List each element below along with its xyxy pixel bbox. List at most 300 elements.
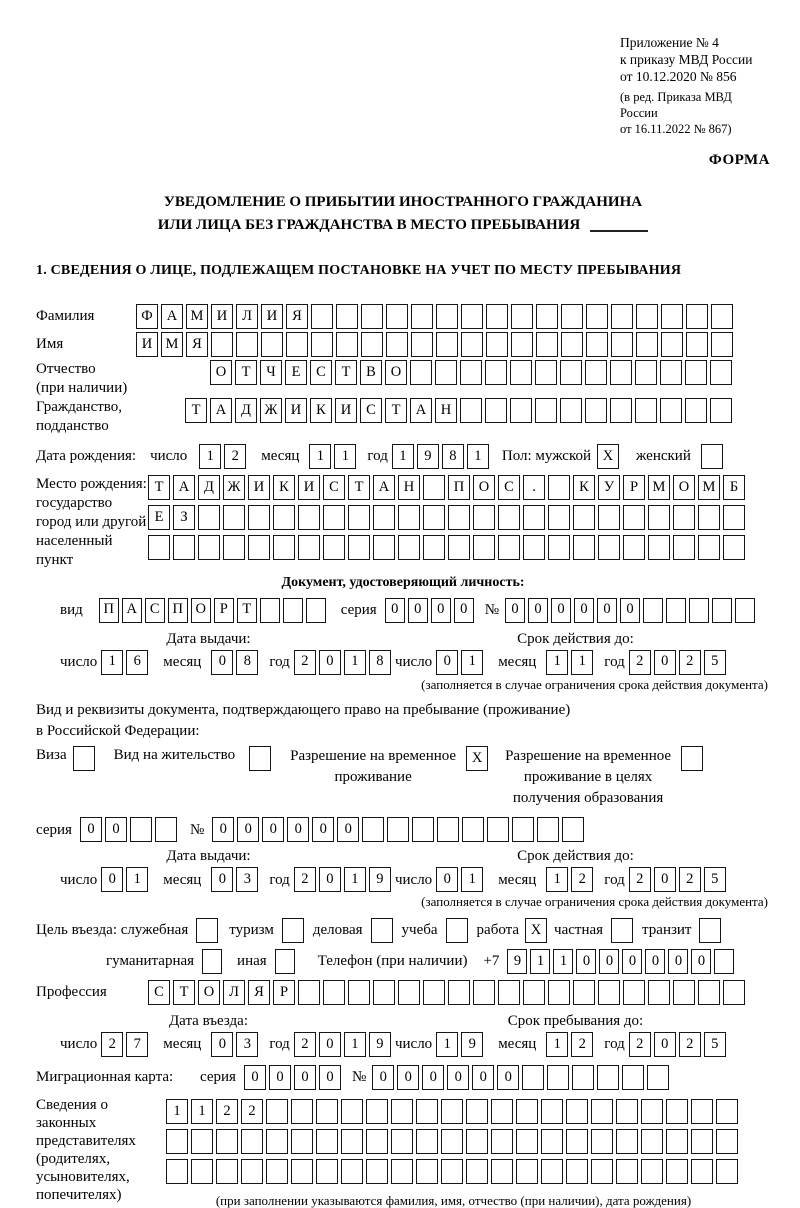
char-cell[interactable]: 6 [126,650,148,675]
char-cell[interactable]: К [273,475,295,500]
char-cell[interactable] [486,332,508,357]
char-cell[interactable]: X [525,918,547,943]
char-cell[interactable] [573,505,595,530]
char-cell[interactable]: 2 [679,650,701,675]
char-cell[interactable]: 0 [497,1065,519,1090]
char-cell[interactable]: Т [173,980,195,1005]
char-cell[interactable] [73,746,95,771]
char-cell[interactable]: 9 [507,949,527,974]
char-cell[interactable]: Д [235,398,257,423]
char-cell[interactable] [336,332,358,357]
char-cell[interactable] [598,980,620,1005]
char-cell[interactable]: Я [186,332,208,357]
char-cell[interactable] [466,1099,488,1124]
char-cell[interactable] [636,304,658,329]
char-cell[interactable] [236,332,258,357]
char-cell[interactable] [491,1129,513,1154]
char-cell[interactable] [641,1129,663,1154]
char-cell[interactable]: 1 [546,867,568,892]
char-cell[interactable] [723,535,745,560]
char-cell[interactable] [716,1129,738,1154]
char-cell[interactable]: С [148,980,170,1005]
char-cell[interactable] [348,535,370,560]
char-cell[interactable] [291,1099,313,1124]
char-cell[interactable]: 2 [571,867,593,892]
char-cell[interactable] [648,980,670,1005]
char-cell[interactable]: 0 [319,650,341,675]
char-cell[interactable]: И [285,398,307,423]
char-cell[interactable] [348,505,370,530]
char-cell[interactable]: 0 [528,598,548,623]
char-cell[interactable] [686,304,708,329]
char-cell[interactable] [441,1129,463,1154]
char-cell[interactable]: А [210,398,232,423]
char-cell[interactable]: 1 [191,1099,213,1124]
char-cell[interactable]: В [360,360,382,385]
char-cell[interactable] [611,332,633,357]
char-cell[interactable] [685,398,707,423]
char-cell[interactable]: 1 [334,444,356,469]
char-cell[interactable]: Н [435,398,457,423]
char-cell[interactable] [498,505,520,530]
char-cell[interactable] [648,505,670,530]
char-cell[interactable]: 2 [101,1032,123,1057]
char-cell[interactable] [666,1099,688,1124]
char-cell[interactable]: 1 [166,1099,188,1124]
char-cell[interactable]: 1 [571,650,593,675]
char-cell[interactable] [735,598,755,623]
char-cell[interactable]: Е [148,505,170,530]
char-cell[interactable]: И [335,398,357,423]
char-cell[interactable] [248,535,270,560]
char-cell[interactable]: Я [286,304,308,329]
char-cell[interactable] [202,949,222,974]
char-cell[interactable]: С [498,475,520,500]
char-cell[interactable]: 0 [576,949,596,974]
char-cell[interactable]: 0 [319,1032,341,1057]
char-cell[interactable]: А [173,475,195,500]
char-cell[interactable] [547,1065,569,1090]
char-cell[interactable]: Б [723,475,745,500]
char-cell[interactable]: 0 [691,949,711,974]
char-cell[interactable] [686,332,708,357]
char-cell[interactable]: 0 [654,1032,676,1057]
char-cell[interactable]: Т [237,598,257,623]
char-cell[interactable]: 0 [551,598,571,623]
char-cell[interactable]: 0 [80,817,102,842]
char-cell[interactable] [666,598,686,623]
char-cell[interactable] [323,505,345,530]
char-cell[interactable]: О [191,598,211,623]
char-cell[interactable]: 5 [704,1032,726,1057]
char-cell[interactable] [130,817,152,842]
char-cell[interactable]: П [168,598,188,623]
char-cell[interactable]: О [673,475,695,500]
char-cell[interactable]: 0 [645,949,665,974]
char-cell[interactable] [366,1129,388,1154]
char-cell[interactable] [699,918,721,943]
char-cell[interactable]: X [466,746,488,771]
char-cell[interactable] [641,1099,663,1124]
char-cell[interactable] [691,1099,713,1124]
char-cell[interactable]: Т [385,398,407,423]
char-cell[interactable] [191,1129,213,1154]
char-cell[interactable]: К [310,398,332,423]
char-cell[interactable] [398,535,420,560]
char-cell[interactable]: 1 [530,949,550,974]
char-cell[interactable]: 1 [344,867,366,892]
char-cell[interactable] [498,535,520,560]
char-cell[interactable]: Я [248,980,270,1005]
char-cell[interactable] [536,304,558,329]
char-cell[interactable] [681,746,703,771]
char-cell[interactable] [261,332,283,357]
char-cell[interactable]: 1 [461,867,483,892]
char-cell[interactable]: 0 [454,598,474,623]
char-cell[interactable]: 1 [392,444,414,469]
char-cell[interactable] [248,505,270,530]
char-cell[interactable]: М [186,304,208,329]
char-cell[interactable] [223,505,245,530]
char-cell[interactable] [362,817,384,842]
char-cell[interactable] [711,332,733,357]
char-cell[interactable] [566,1129,588,1154]
char-cell[interactable]: . [523,475,545,500]
char-cell[interactable]: М [648,475,670,500]
char-cell[interactable]: 0 [436,650,458,675]
char-cell[interactable]: С [360,398,382,423]
char-cell[interactable] [635,398,657,423]
char-cell[interactable] [173,535,195,560]
char-cell[interactable] [298,980,320,1005]
char-cell[interactable] [311,304,333,329]
char-cell[interactable] [216,1129,238,1154]
char-cell[interactable] [660,398,682,423]
char-cell[interactable]: 0 [105,817,127,842]
char-cell[interactable] [373,505,395,530]
char-cell[interactable]: Л [236,304,258,329]
char-cell[interactable] [535,360,557,385]
char-cell[interactable] [611,304,633,329]
char-cell[interactable] [661,332,683,357]
char-cell[interactable]: Ж [223,475,245,500]
char-cell[interactable] [461,332,483,357]
char-cell[interactable]: Ф [136,304,158,329]
char-cell[interactable] [623,535,645,560]
char-cell[interactable] [460,398,482,423]
char-cell[interactable]: Т [185,398,207,423]
char-cell[interactable]: 9 [461,1032,483,1057]
char-cell[interactable] [411,332,433,357]
char-cell[interactable] [155,817,177,842]
char-cell[interactable]: С [310,360,332,385]
char-cell[interactable]: 0 [654,650,676,675]
char-cell[interactable]: А [161,304,183,329]
char-cell[interactable] [660,360,682,385]
char-cell[interactable]: 2 [294,650,316,675]
char-cell[interactable] [622,1065,644,1090]
char-cell[interactable] [436,304,458,329]
char-cell[interactable] [298,505,320,530]
char-cell[interactable]: 9 [369,867,391,892]
char-cell[interactable] [611,918,633,943]
char-cell[interactable]: Р [273,980,295,1005]
char-cell[interactable] [585,398,607,423]
char-cell[interactable]: И [136,332,158,357]
char-cell[interactable] [610,360,632,385]
char-cell[interactable] [336,304,358,329]
char-cell[interactable]: 2 [679,1032,701,1057]
char-cell[interactable] [441,1099,463,1124]
char-cell[interactable]: М [161,332,183,357]
char-cell[interactable] [561,304,583,329]
char-cell[interactable]: X [597,444,619,469]
char-cell[interactable] [273,535,295,560]
char-cell[interactable] [536,332,558,357]
char-cell[interactable]: 0 [244,1065,266,1090]
char-cell[interactable] [698,505,720,530]
char-cell[interactable]: 0 [668,949,688,974]
char-cell[interactable] [566,1099,588,1124]
char-cell[interactable]: А [122,598,142,623]
char-cell[interactable] [423,980,445,1005]
char-cell[interactable] [316,1129,338,1154]
char-cell[interactable] [548,980,570,1005]
char-cell[interactable] [423,535,445,560]
char-cell[interactable] [266,1099,288,1124]
char-cell[interactable] [448,980,470,1005]
char-cell[interactable]: 8 [369,650,391,675]
char-cell[interactable]: Ж [260,398,282,423]
char-cell[interactable] [647,1065,669,1090]
char-cell[interactable]: 0 [211,1032,233,1057]
char-cell[interactable] [291,1129,313,1154]
char-cell[interactable] [548,505,570,530]
char-cell[interactable] [511,332,533,357]
char-cell[interactable]: У [598,475,620,500]
char-cell[interactable]: 3 [236,1032,258,1057]
char-cell[interactable]: 0 [408,598,428,623]
char-cell[interactable] [648,535,670,560]
char-cell[interactable]: 8 [236,650,258,675]
char-cell[interactable] [561,332,583,357]
char-cell[interactable] [411,304,433,329]
char-cell[interactable] [386,332,408,357]
char-cell[interactable] [685,360,707,385]
char-cell[interactable] [512,817,534,842]
char-cell[interactable] [585,360,607,385]
char-cell[interactable] [166,1129,188,1154]
char-cell[interactable] [487,817,509,842]
char-cell[interactable] [196,918,218,943]
char-cell[interactable]: О [210,360,232,385]
char-cell[interactable] [341,1129,363,1154]
char-cell[interactable] [560,360,582,385]
char-cell[interactable] [283,598,303,623]
char-cell[interactable]: 0 [237,817,259,842]
char-cell[interactable] [485,360,507,385]
char-cell[interactable] [391,1129,413,1154]
char-cell[interactable] [373,535,395,560]
char-cell[interactable]: 0 [431,598,451,623]
char-cell[interactable]: 0 [574,598,594,623]
char-cell[interactable] [466,1129,488,1154]
char-cell[interactable]: 1 [553,949,573,974]
char-cell[interactable] [266,1129,288,1154]
char-cell[interactable] [523,535,545,560]
char-cell[interactable] [391,1099,413,1124]
char-cell[interactable]: 2 [571,1032,593,1057]
char-cell[interactable] [366,1099,388,1124]
char-cell[interactable] [348,980,370,1005]
char-cell[interactable] [522,1065,544,1090]
char-cell[interactable]: 0 [287,817,309,842]
char-cell[interactable] [323,980,345,1005]
char-cell[interactable]: 2 [629,1032,651,1057]
char-cell[interactable]: П [99,598,119,623]
char-cell[interactable]: К [573,475,595,500]
char-cell[interactable] [635,360,657,385]
char-cell[interactable] [448,505,470,530]
char-cell[interactable] [373,980,395,1005]
char-cell[interactable] [387,817,409,842]
char-cell[interactable]: И [211,304,233,329]
char-cell[interactable]: 0 [262,817,284,842]
char-cell[interactable]: 0 [319,867,341,892]
char-cell[interactable]: 1 [309,444,331,469]
char-cell[interactable] [691,1129,713,1154]
char-cell[interactable]: 2 [294,867,316,892]
char-cell[interactable] [643,598,663,623]
char-cell[interactable]: 2 [224,444,246,469]
char-cell[interactable]: 1 [101,650,123,675]
char-cell[interactable]: И [248,475,270,500]
char-cell[interactable]: А [410,398,432,423]
char-cell[interactable] [241,1129,263,1154]
char-cell[interactable]: 2 [679,867,701,892]
char-cell[interactable] [636,332,658,357]
char-cell[interactable]: Н [398,475,420,500]
char-cell[interactable]: 3 [236,867,258,892]
char-cell[interactable] [523,505,545,530]
char-cell[interactable]: 9 [417,444,439,469]
char-cell[interactable]: 9 [369,1032,391,1057]
char-cell[interactable]: Р [214,598,234,623]
char-cell[interactable]: 0 [372,1065,394,1090]
char-cell[interactable] [516,1129,538,1154]
char-cell[interactable]: Л [223,980,245,1005]
char-cell[interactable] [416,1099,438,1124]
char-cell[interactable]: 1 [546,650,568,675]
char-cell[interactable] [710,360,732,385]
char-cell[interactable] [711,304,733,329]
char-cell[interactable] [148,535,170,560]
char-cell[interactable] [523,980,545,1005]
char-cell[interactable]: 0 [312,817,334,842]
char-cell[interactable] [412,817,434,842]
char-cell[interactable]: 2 [629,867,651,892]
char-cell[interactable] [260,598,280,623]
char-cell[interactable] [716,1099,738,1124]
char-cell[interactable] [282,918,304,943]
char-cell[interactable]: Т [335,360,357,385]
char-cell[interactable] [560,398,582,423]
char-cell[interactable]: 0 [447,1065,469,1090]
char-cell[interactable]: 0 [436,867,458,892]
char-cell[interactable] [410,360,432,385]
char-cell[interactable]: 0 [337,817,359,842]
char-cell[interactable] [298,535,320,560]
char-cell[interactable] [572,1065,594,1090]
char-cell[interactable] [597,1065,619,1090]
char-cell[interactable]: 1 [461,650,483,675]
char-cell[interactable] [586,332,608,357]
char-cell[interactable]: И [298,475,320,500]
char-cell[interactable]: О [473,475,495,500]
char-cell[interactable] [423,475,445,500]
char-cell[interactable] [485,398,507,423]
char-cell[interactable]: И [261,304,283,329]
char-cell[interactable]: 7 [126,1032,148,1057]
char-cell[interactable] [486,304,508,329]
char-cell[interactable] [416,1129,438,1154]
char-cell[interactable] [473,535,495,560]
char-cell[interactable] [598,535,620,560]
char-cell[interactable] [423,505,445,530]
char-cell[interactable]: З [173,505,195,530]
char-cell[interactable]: Р [623,475,645,500]
char-cell[interactable]: Ч [260,360,282,385]
char-cell[interactable] [361,304,383,329]
char-cell[interactable]: 0 [211,650,233,675]
char-cell[interactable] [623,980,645,1005]
char-cell[interactable] [548,475,570,500]
char-cell[interactable]: М [698,475,720,500]
char-cell[interactable] [562,817,584,842]
char-cell[interactable] [616,1129,638,1154]
char-cell[interactable] [610,398,632,423]
char-cell[interactable] [198,505,220,530]
char-cell[interactable]: 0 [212,817,234,842]
char-cell[interactable] [535,398,557,423]
char-cell[interactable] [437,817,459,842]
char-cell[interactable] [473,505,495,530]
char-cell[interactable] [623,505,645,530]
char-cell[interactable] [548,535,570,560]
char-cell[interactable] [591,1129,613,1154]
char-cell[interactable] [510,398,532,423]
char-cell[interactable] [586,304,608,329]
char-cell[interactable]: 0 [101,867,123,892]
char-cell[interactable] [673,535,695,560]
char-cell[interactable]: 0 [654,867,676,892]
char-cell[interactable] [723,505,745,530]
char-cell[interactable]: П [448,475,470,500]
char-cell[interactable]: Т [348,475,370,500]
char-cell[interactable]: О [198,980,220,1005]
char-cell[interactable]: 0 [397,1065,419,1090]
char-cell[interactable]: О [385,360,407,385]
char-cell[interactable] [723,980,745,1005]
char-cell[interactable]: 0 [597,598,617,623]
char-cell[interactable] [323,535,345,560]
char-cell[interactable] [446,918,468,943]
char-cell[interactable] [698,980,720,1005]
char-cell[interactable] [306,598,326,623]
char-cell[interactable] [462,817,484,842]
char-cell[interactable]: 1 [436,1032,458,1057]
char-cell[interactable] [273,505,295,530]
